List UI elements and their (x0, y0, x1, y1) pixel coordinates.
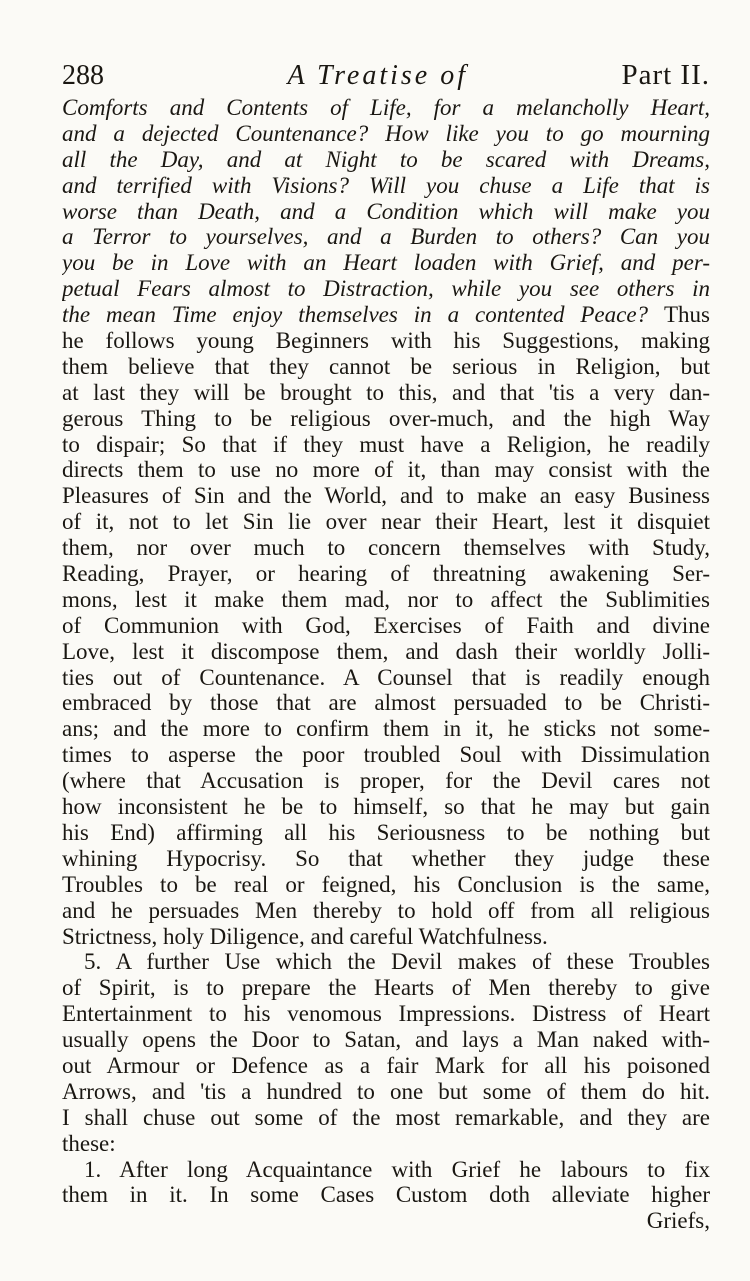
text-line: he follows young Beginners with his Suggestions, making (62, 328, 710, 354)
text-line: 5. A further Use which the Devil makes of these Troubles (84, 949, 710, 975)
text-line: usually opens the Door to Satan, and lays a Man naked with- (62, 1027, 710, 1053)
text-line: worse than Death, and a Condition which will make you (62, 198, 710, 224)
text-line: Entertainment to his venomous Impressions. Distress of Heart (62, 1001, 710, 1027)
text-line: Strictness, holy Diligence, and careful Watchfulness. (62, 923, 548, 949)
running-title: A Treatise of (287, 60, 469, 91)
text-line: you be in Love with an Heart loaden with Grief, and per- (62, 250, 710, 276)
part-label: Part II. (621, 59, 710, 91)
text-line: a Terror to yourselves, and a Burden to others? Can you (62, 224, 710, 250)
text-line: all the Day, and at Night to be scared with Dreams, (62, 146, 710, 172)
text-line: out Armour or Defence as a fair Mark for all his poisoned (62, 1052, 710, 1078)
text-line: (where that Accusation is proper, for the Devil cares not (62, 768, 710, 794)
text-line: I shall chuse out some of the most remarkable, and they are (62, 1104, 710, 1130)
running-header (62, 55, 710, 97)
text-line: them believe that they cannot be serious in Religion, but (62, 353, 710, 379)
text-line: times to asperse the poor troubled Soul with Dissimulation (62, 742, 710, 768)
text-line: of Communion with God, Exercises of Faith and divine (62, 612, 710, 638)
text-line: his End) affirming all his Seriousness to be nothing but (62, 819, 710, 845)
text-line: directs them to use no more of it, than may consist with the (62, 457, 710, 483)
text-line: Love, lest it discompose them, and dash their worldly Jolli- (62, 638, 710, 664)
text-line: whining Hypocrisy. So that whether they judge these (62, 845, 710, 871)
text-line: to dispair; So that if they must have a Religion, he readily (62, 431, 710, 457)
text-line: ties out of Countenance. A Counsel that is readily enough (62, 664, 710, 690)
text-line: mons, lest it make them mad, nor to affect the Sublimities (62, 586, 710, 612)
text-line: Reading, Prayer, or hearing of threatning awakening Ser- (62, 561, 710, 587)
text-line: them, nor over much to concern themselves with Study, (62, 535, 710, 561)
text-line: Arrows, and 'tis a hundred to one but some of them do hit. (62, 1078, 710, 1104)
text-line: these: (62, 1130, 116, 1156)
text-line: Comforts and Contents of Life, for a melancholly Heart, (62, 95, 710, 120)
text-line: at last they will be brought to this, and that 'tis a very dan- (62, 379, 710, 405)
text-line: and terrified with Visions? Will you chuse a Life that is (62, 172, 710, 198)
text-line: gerous Thing to be religious over-much, and the high Way (62, 405, 710, 431)
text-line: 1. After long Acquaintance with Grief he labours to fix (84, 1156, 710, 1182)
text-line: of it, not to let Sin lie over near their Heart, lest it disquiet (62, 509, 710, 535)
text-line: petual Fears almost to Distraction, while you see others in (62, 276, 710, 302)
text-line: the mean Time enjoy themselves in a contented Peace? Thus (62, 302, 710, 328)
page-number: 288 (62, 60, 104, 91)
text-line: them in it. In some Cases Custom doth alleviate higher (62, 1182, 710, 1208)
body-text (62, 95, 710, 1234)
text-line: Troubles to be real or feigned, his Conclusion is the same, (62, 871, 710, 897)
text-line: and he persuades Men thereby to hold off from all religious (62, 897, 710, 923)
text-line: Pleasures of Sin and the World, and to make an easy Business (62, 483, 710, 509)
text-line: embraced by those that are almost persuaded to be Christi- (62, 690, 710, 716)
text-line: and a dejected Countenance? How like you to go mourning (62, 120, 710, 146)
catchword: Griefs, (646, 1208, 710, 1234)
text-line: of Spirit, is to prepare the Hearts of Men thereby to give (62, 975, 710, 1001)
text-line: how inconsistent he be to himself, so that he may but gain (62, 794, 710, 820)
text-line: ans; and the more to confirm them in it, he sticks not some- (62, 716, 710, 742)
